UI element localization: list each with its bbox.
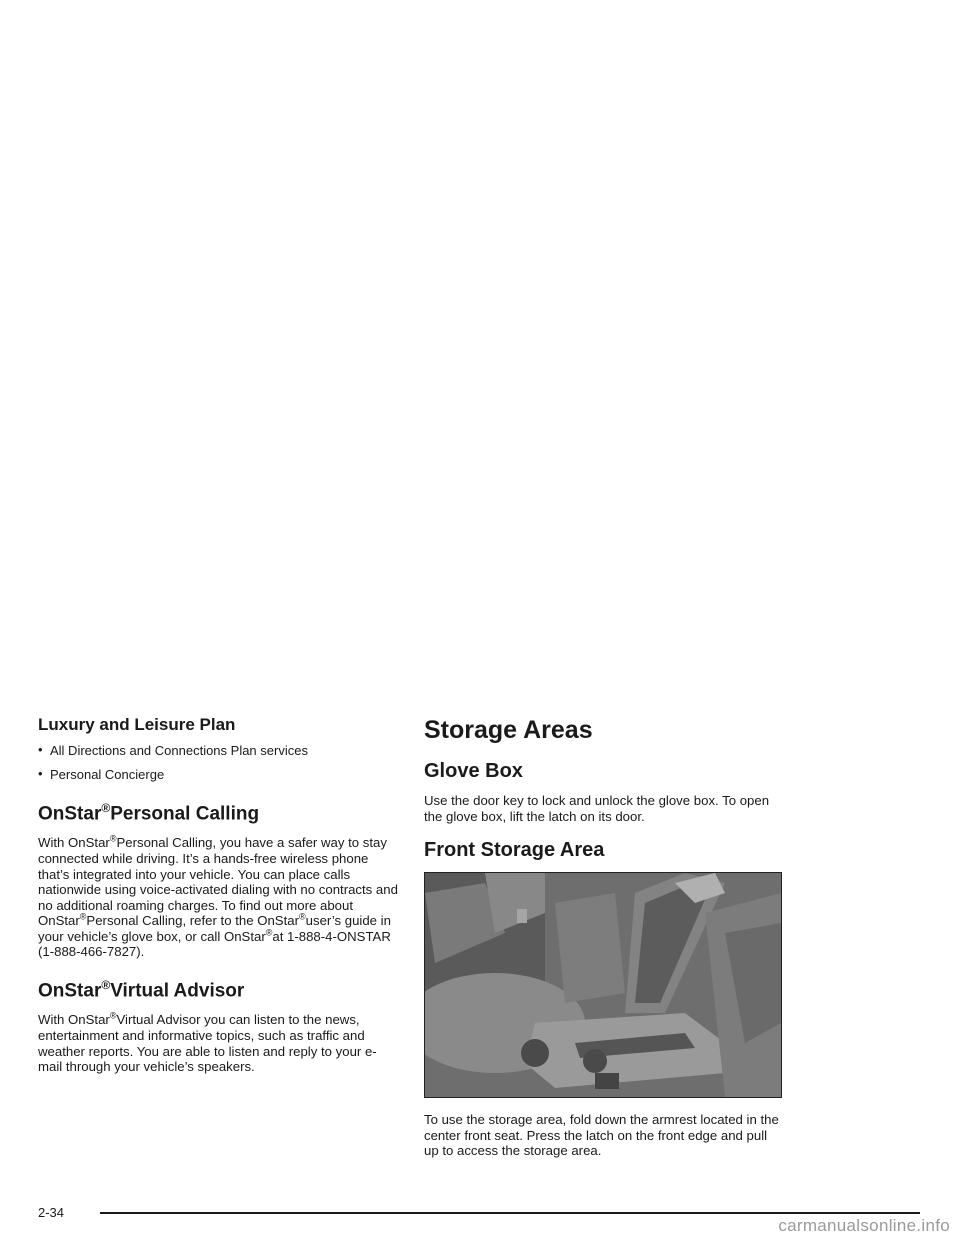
virtual-advisor-text: With OnStar®Virtual Advisor you can listen to the news, entertainment and informative topics, such as traffic and weather reports. You are able to listen and reply to your e-mail through your vehicle’s speakers. <box>38 1011 377 1075</box>
glove-box-heading: Glove Box <box>424 760 523 782</box>
personal-calling-heading: OnStar®Personal Calling <box>38 801 260 825</box>
luxury-list <box>38 743 398 783</box>
personal-calling-text: With OnStar®Personal Calling, you have a safer way to stay connected while driving. It’s a hands-free wireless phone that’s integrated into your vehicle. You can place calls nationwide using voice-activated dialing with no contracts and no additional roaming charges. To find out more about OnStar®Personal Calling, refer to the OnStar®user’s guide in your vehicle’s glove box, or call OnStar®at 1-888-4-ONSTAR (1-888-466-7827). <box>38 833 398 960</box>
armrest-storage-photo <box>424 872 782 1098</box>
list-item: • Personal Concierge <box>38 766 165 782</box>
bullet-icon: • <box>38 766 43 781</box>
left-column <box>38 715 398 1089</box>
front-storage-heading: Front Storage Area <box>424 839 605 862</box>
virtual-advisor-heading: OnStar®Virtual Advisor <box>38 978 245 1002</box>
right-column <box>424 715 784 1173</box>
list-item: • All Directions and Connections Plan services <box>38 742 308 758</box>
front-storage-text: To use the storage area, fold down the armrest located in the center front seat. Press the latch on the front edge and pull up to access the storage area. <box>424 1112 779 1159</box>
watermark: carmanualsonline.info <box>778 1216 950 1235</box>
glove-box-text: Use the door key to lock and unlock the glove box. To open the glove box, lift the latch on its door. <box>424 793 770 824</box>
footer-divider <box>100 1212 920 1214</box>
luxury-heading: Luxury and Leisure Plan <box>38 715 236 734</box>
bullet-icon: • <box>38 742 43 757</box>
storage-areas-heading: Storage Areas <box>424 716 593 744</box>
page-number: 2-34 <box>38 1205 65 1220</box>
